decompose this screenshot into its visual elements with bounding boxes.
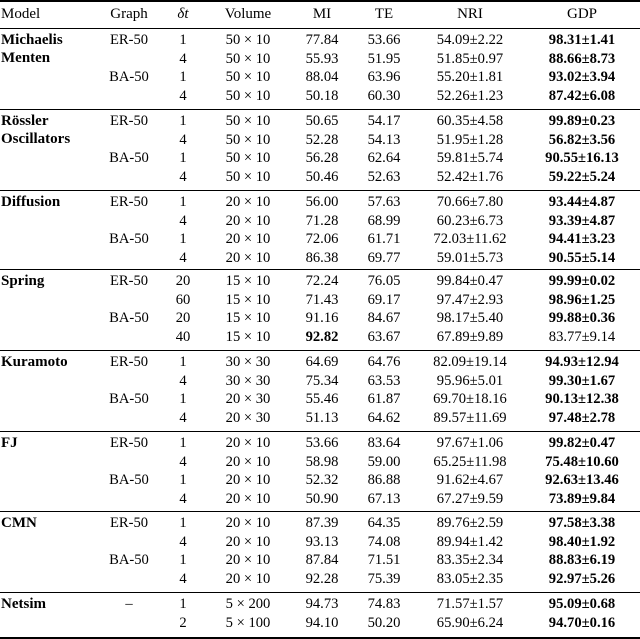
cell-dt: 4	[179, 87, 187, 104]
cell-graph: BA-50	[109, 150, 149, 166]
cell-nri: 67.27±9.59	[436, 490, 504, 507]
cell-nri: 89.57±11.69	[433, 409, 507, 426]
cell-dt: 4	[179, 131, 187, 148]
cell-dt: 1	[179, 69, 187, 85]
header-gdp: GDP	[566, 6, 597, 22]
cell-volume: 50 × 10	[225, 87, 271, 104]
cell-volume: 20 × 10	[225, 533, 271, 550]
header-nri: NRI	[457, 6, 483, 22]
cell-dt: 1	[179, 515, 187, 531]
cell-te: 64.35	[367, 515, 401, 531]
cell-te: 68.99	[367, 212, 401, 229]
group-separator	[0, 190, 640, 191]
cell-te: 53.66	[367, 32, 401, 48]
cell-volume: 50 × 10	[225, 32, 271, 48]
cell-graph	[98, 131, 160, 149]
cell-volume: 20 × 10	[225, 212, 271, 229]
cell-gdp: 73.89±9.84	[548, 490, 616, 507]
cell-volume: 50 × 10	[225, 113, 271, 129]
cell-volume: 50 × 10	[225, 131, 271, 148]
cell-volume: 20 × 10	[225, 570, 271, 587]
cell-te: 51.95	[367, 50, 401, 67]
cell-nri: 52.42±1.76	[436, 168, 504, 185]
cell-te: 50.20	[367, 614, 401, 631]
cell-dt: 4	[179, 168, 187, 185]
cell-te: 61.87	[367, 391, 401, 407]
cell-mi: 64.69	[305, 354, 339, 370]
cell-graph: BA-50	[109, 391, 149, 407]
cell-mi: 52.32	[305, 472, 339, 488]
cell-gdp: 94.70±0.16	[548, 614, 616, 631]
cell-te: 74.08	[367, 533, 401, 550]
cell-mi: 50.65	[305, 113, 339, 129]
cell-dt: 4	[179, 570, 187, 587]
cell-mi: 92.82	[305, 328, 339, 345]
cell-mi: 53.66	[305, 435, 339, 451]
cell-gdp: 94.41±3.23	[548, 231, 616, 247]
cell-dt: 4	[179, 249, 187, 266]
cell-te: 74.83	[367, 596, 401, 612]
cell-gdp: 59.22±5.24	[548, 168, 616, 185]
cell-dt: 40	[175, 328, 191, 345]
cell-gdp: 93.44±4.87	[548, 194, 616, 210]
cell-te: 84.67	[367, 310, 401, 326]
cell-graph: ER-50	[109, 435, 149, 451]
cell-mi: 91.16	[305, 310, 339, 326]
cell-mi: 58.98	[305, 453, 339, 470]
cell-mi: 92.28	[305, 570, 339, 587]
cell-te: 52.63	[367, 168, 401, 185]
cell-gdp: 98.96±1.25	[548, 291, 616, 308]
cell-mi: 87.84	[305, 552, 339, 568]
cell-dt: 20	[175, 273, 191, 289]
cell-mi: 71.43	[305, 291, 339, 308]
cell-graph	[98, 409, 160, 427]
cell-te: 76.05	[367, 273, 401, 289]
cell-graph: –	[125, 596, 133, 612]
cell-nri: 70.66±7.80	[436, 194, 504, 210]
cell-te: 54.17	[367, 113, 401, 129]
cell-te: 59.00	[367, 453, 401, 470]
cell-dt: 20	[175, 310, 191, 326]
cell-volume: 50 × 10	[225, 168, 271, 185]
cell-dt: 1	[179, 472, 187, 488]
cell-nri: 69.70±18.16	[433, 391, 507, 407]
cell-gdp: 87.42±6.08	[548, 87, 616, 104]
cell-volume: 20 × 10	[225, 231, 271, 247]
cell-graph: BA-50	[109, 69, 149, 85]
cell-nri: 55.20±1.81	[436, 69, 504, 85]
cell-graph: BA-50	[109, 552, 149, 568]
cell-mi: 75.34	[305, 372, 339, 389]
cell-nri: 97.47±2.93	[436, 291, 504, 308]
cell-te: 62.64	[367, 150, 401, 166]
cell-volume: 20 × 30	[225, 391, 271, 407]
cell-dt: 1	[179, 150, 187, 166]
cell-dt: 4	[179, 453, 187, 470]
cell-dt: 1	[179, 231, 187, 247]
model-name: Netsim	[1, 596, 46, 612]
group-separator	[0, 431, 640, 432]
cell-te: 67.13	[367, 490, 401, 507]
cell-dt: 4	[179, 409, 187, 426]
cell-nri: 82.09±19.14	[433, 354, 507, 370]
cell-graph: ER-50	[109, 194, 149, 210]
cell-volume: 20 × 10	[225, 490, 271, 507]
cell-te: 83.64	[367, 435, 401, 451]
cell-graph	[98, 168, 160, 186]
cell-nri: 60.23±6.73	[436, 212, 504, 229]
cell-mi: 94.10	[305, 614, 339, 631]
cell-mi: 71.28	[305, 212, 339, 229]
cell-volume: 15 × 10	[225, 310, 271, 326]
cell-te: 71.51	[367, 552, 401, 568]
cell-mi: 50.46	[305, 168, 339, 185]
cell-gdp: 92.63±13.46	[545, 472, 619, 488]
cell-nri: 99.84±0.47	[436, 273, 504, 289]
cell-volume: 20 × 10	[225, 435, 271, 451]
cell-nri: 51.85±0.97	[436, 50, 504, 67]
cell-volume: 20 × 10	[225, 249, 271, 266]
cell-volume: 50 × 10	[225, 50, 271, 67]
model-name: Rössler Oscillators	[1, 113, 71, 147]
cell-graph	[98, 291, 160, 309]
cell-mi: 52.28	[305, 131, 339, 148]
cell-dt: 1	[179, 391, 187, 407]
cell-volume: 20 × 10	[225, 552, 271, 568]
cell-mi: 72.24	[305, 273, 339, 289]
cell-graph	[98, 328, 160, 346]
cell-nri: 59.01±5.73	[436, 249, 504, 266]
cell-graph: BA-50	[109, 231, 149, 247]
model-name: Diffusion	[1, 194, 61, 210]
cell-mi: 77.84	[305, 32, 339, 48]
cell-gdp: 99.99±0.02	[548, 273, 616, 289]
cell-nri: 89.94±1.42	[436, 533, 504, 550]
cell-gdp: 90.55±16.13	[545, 150, 619, 166]
cell-graph	[98, 453, 160, 471]
cell-dt: 1	[179, 113, 187, 129]
top-rule	[0, 0, 640, 2]
cell-mi: 50.18	[305, 87, 339, 104]
group-separator	[0, 592, 640, 593]
cell-nri: 83.05±2.35	[436, 570, 504, 587]
cell-nri: 71.57±1.57	[436, 596, 504, 612]
header-mi: MI	[312, 6, 332, 22]
cell-volume: 15 × 10	[225, 273, 271, 289]
cell-graph: ER-50	[109, 32, 149, 48]
cell-dt: 1	[179, 194, 187, 210]
cell-mi: 50.90	[305, 490, 339, 507]
cell-te: 64.62	[367, 409, 401, 426]
cell-graph	[98, 533, 160, 551]
cell-nri: 65.25±11.98	[433, 453, 507, 470]
cell-dt: 1	[179, 596, 187, 612]
cell-graph: ER-50	[109, 515, 149, 531]
cell-te: 63.67	[367, 328, 401, 345]
cell-volume: 20 × 10	[225, 194, 271, 210]
cell-gdp: 94.93±12.94	[545, 354, 619, 370]
cell-nri: 59.81±5.74	[436, 150, 504, 166]
cell-dt: 4	[179, 372, 187, 389]
cell-dt: 4	[179, 533, 187, 550]
cell-nri: 72.03±11.62	[433, 231, 507, 247]
cell-mi: 72.06	[305, 231, 339, 247]
cell-mi: 51.13	[305, 409, 339, 426]
cell-volume: 30 × 30	[225, 354, 271, 370]
cell-gdp: 93.39±4.87	[548, 212, 616, 229]
cell-mi: 56.00	[305, 194, 339, 210]
cell-volume: 50 × 10	[225, 150, 271, 166]
model-name: FJ	[1, 435, 18, 451]
cell-graph	[98, 50, 160, 68]
cell-nri: 97.67±1.06	[436, 435, 504, 451]
cell-dt: 4	[179, 490, 187, 507]
cell-nri: 51.95±1.28	[436, 131, 504, 148]
cell-gdp: 92.97±5.26	[548, 570, 616, 587]
cell-gdp: 99.82±0.47	[548, 435, 616, 451]
cell-mi: 94.73	[305, 596, 339, 612]
header-te: TE	[374, 6, 394, 22]
model-name: Spring	[1, 273, 45, 289]
model-name: Michaelis Menten	[1, 32, 63, 66]
cell-gdp: 75.48±10.60	[545, 453, 619, 470]
header-dt: δt	[177, 6, 189, 22]
cell-graph: ER-50	[109, 273, 149, 289]
group-separator	[0, 269, 640, 270]
cell-dt: 1	[179, 552, 187, 568]
cell-mi: 55.46	[305, 391, 339, 407]
cell-nri: 52.26±1.23	[436, 87, 504, 104]
cell-te: 61.71	[367, 231, 401, 247]
cell-te: 86.88	[367, 472, 401, 488]
cell-dt: 1	[179, 435, 187, 451]
cell-graph	[98, 87, 160, 105]
cell-volume: 20 × 10	[225, 453, 271, 470]
cell-nri: 65.90±6.24	[436, 614, 504, 631]
cell-nri: 89.76±2.59	[436, 515, 504, 531]
cell-mi: 56.28	[305, 150, 339, 166]
cell-gdp: 97.58±3.38	[548, 515, 616, 531]
cell-gdp: 98.40±1.92	[548, 533, 616, 550]
cell-volume: 20 × 10	[225, 515, 271, 531]
group-separator	[0, 350, 640, 351]
cell-nri: 95.96±5.01	[436, 372, 504, 389]
cell-graph	[98, 372, 160, 390]
cell-nri: 67.89±9.89	[436, 328, 504, 345]
header-graph: Graph	[110, 6, 148, 22]
header-volume: Volume	[224, 6, 272, 22]
cell-graph	[98, 212, 160, 230]
cell-gdp: 90.55±5.14	[548, 249, 616, 266]
cell-dt: 2	[179, 614, 187, 631]
cell-mi: 55.93	[305, 50, 339, 67]
cell-dt: 1	[179, 354, 187, 370]
cell-dt: 1	[179, 32, 187, 48]
cell-te: 54.13	[367, 131, 401, 148]
group-separator	[0, 109, 640, 110]
cell-nri: 60.35±4.58	[436, 113, 504, 129]
cell-graph: ER-50	[109, 113, 149, 129]
cell-gdp: 90.13±12.38	[545, 391, 619, 407]
cell-gdp: 95.09±0.68	[548, 596, 616, 612]
cell-te: 60.30	[367, 87, 401, 104]
cell-gdp: 88.66±8.73	[548, 50, 616, 67]
cell-dt: 4	[179, 50, 187, 67]
cell-gdp: 83.77±9.14	[548, 328, 616, 345]
cell-volume: 20 × 10	[225, 472, 271, 488]
cell-gdp: 99.30±1.67	[548, 372, 616, 389]
cell-gdp: 99.88±0.36	[548, 310, 616, 326]
cell-mi: 86.38	[305, 249, 339, 266]
cell-nri: 91.62±4.67	[436, 472, 504, 488]
cell-dt: 4	[179, 212, 187, 229]
cell-gdp: 56.82±3.56	[548, 131, 616, 148]
cell-graph	[98, 249, 160, 267]
cell-gdp: 99.89±0.23	[548, 113, 616, 129]
cell-te: 69.77	[367, 249, 401, 266]
cell-te: 64.76	[367, 354, 401, 370]
cell-gdp: 98.31±1.41	[548, 32, 616, 48]
cell-dt: 60	[175, 291, 191, 308]
cell-graph: ER-50	[109, 354, 149, 370]
cell-te: 75.39	[367, 570, 401, 587]
header-model: Model	[1, 6, 41, 22]
cell-te: 63.96	[367, 69, 401, 85]
cell-gdp: 88.83±6.19	[548, 552, 616, 568]
model-name: Kuramoto	[1, 354, 68, 370]
cell-graph: BA-50	[109, 472, 149, 488]
cell-graph	[98, 490, 160, 508]
cell-gdp: 97.48±2.78	[548, 409, 616, 426]
cell-gdp: 93.02±3.94	[548, 69, 616, 85]
group-separator	[0, 511, 640, 512]
cell-mi: 88.04	[305, 69, 339, 85]
cell-graph	[98, 614, 160, 632]
cell-te: 63.53	[367, 372, 401, 389]
cell-volume: 15 × 10	[225, 328, 271, 345]
cell-volume: 15 × 10	[225, 291, 271, 308]
cell-te: 69.17	[367, 291, 401, 308]
cell-graph: BA-50	[109, 310, 149, 326]
cell-te: 57.63	[367, 194, 401, 210]
cell-mi: 93.13	[305, 533, 339, 550]
model-name: CMN	[1, 515, 37, 531]
cell-mi: 87.39	[305, 515, 339, 531]
cell-volume: 30 × 30	[225, 372, 271, 389]
cell-volume: 20 × 30	[225, 409, 271, 426]
cell-volume: 5 × 200	[225, 596, 271, 612]
cell-volume: 50 × 10	[225, 69, 271, 85]
cell-volume: 5 × 100	[225, 614, 271, 631]
cell-graph	[98, 570, 160, 588]
cell-nri: 83.35±2.34	[436, 552, 504, 568]
cell-nri: 98.17±5.40	[436, 310, 504, 326]
header-rule	[0, 28, 640, 29]
cell-nri: 54.09±2.22	[436, 32, 504, 48]
